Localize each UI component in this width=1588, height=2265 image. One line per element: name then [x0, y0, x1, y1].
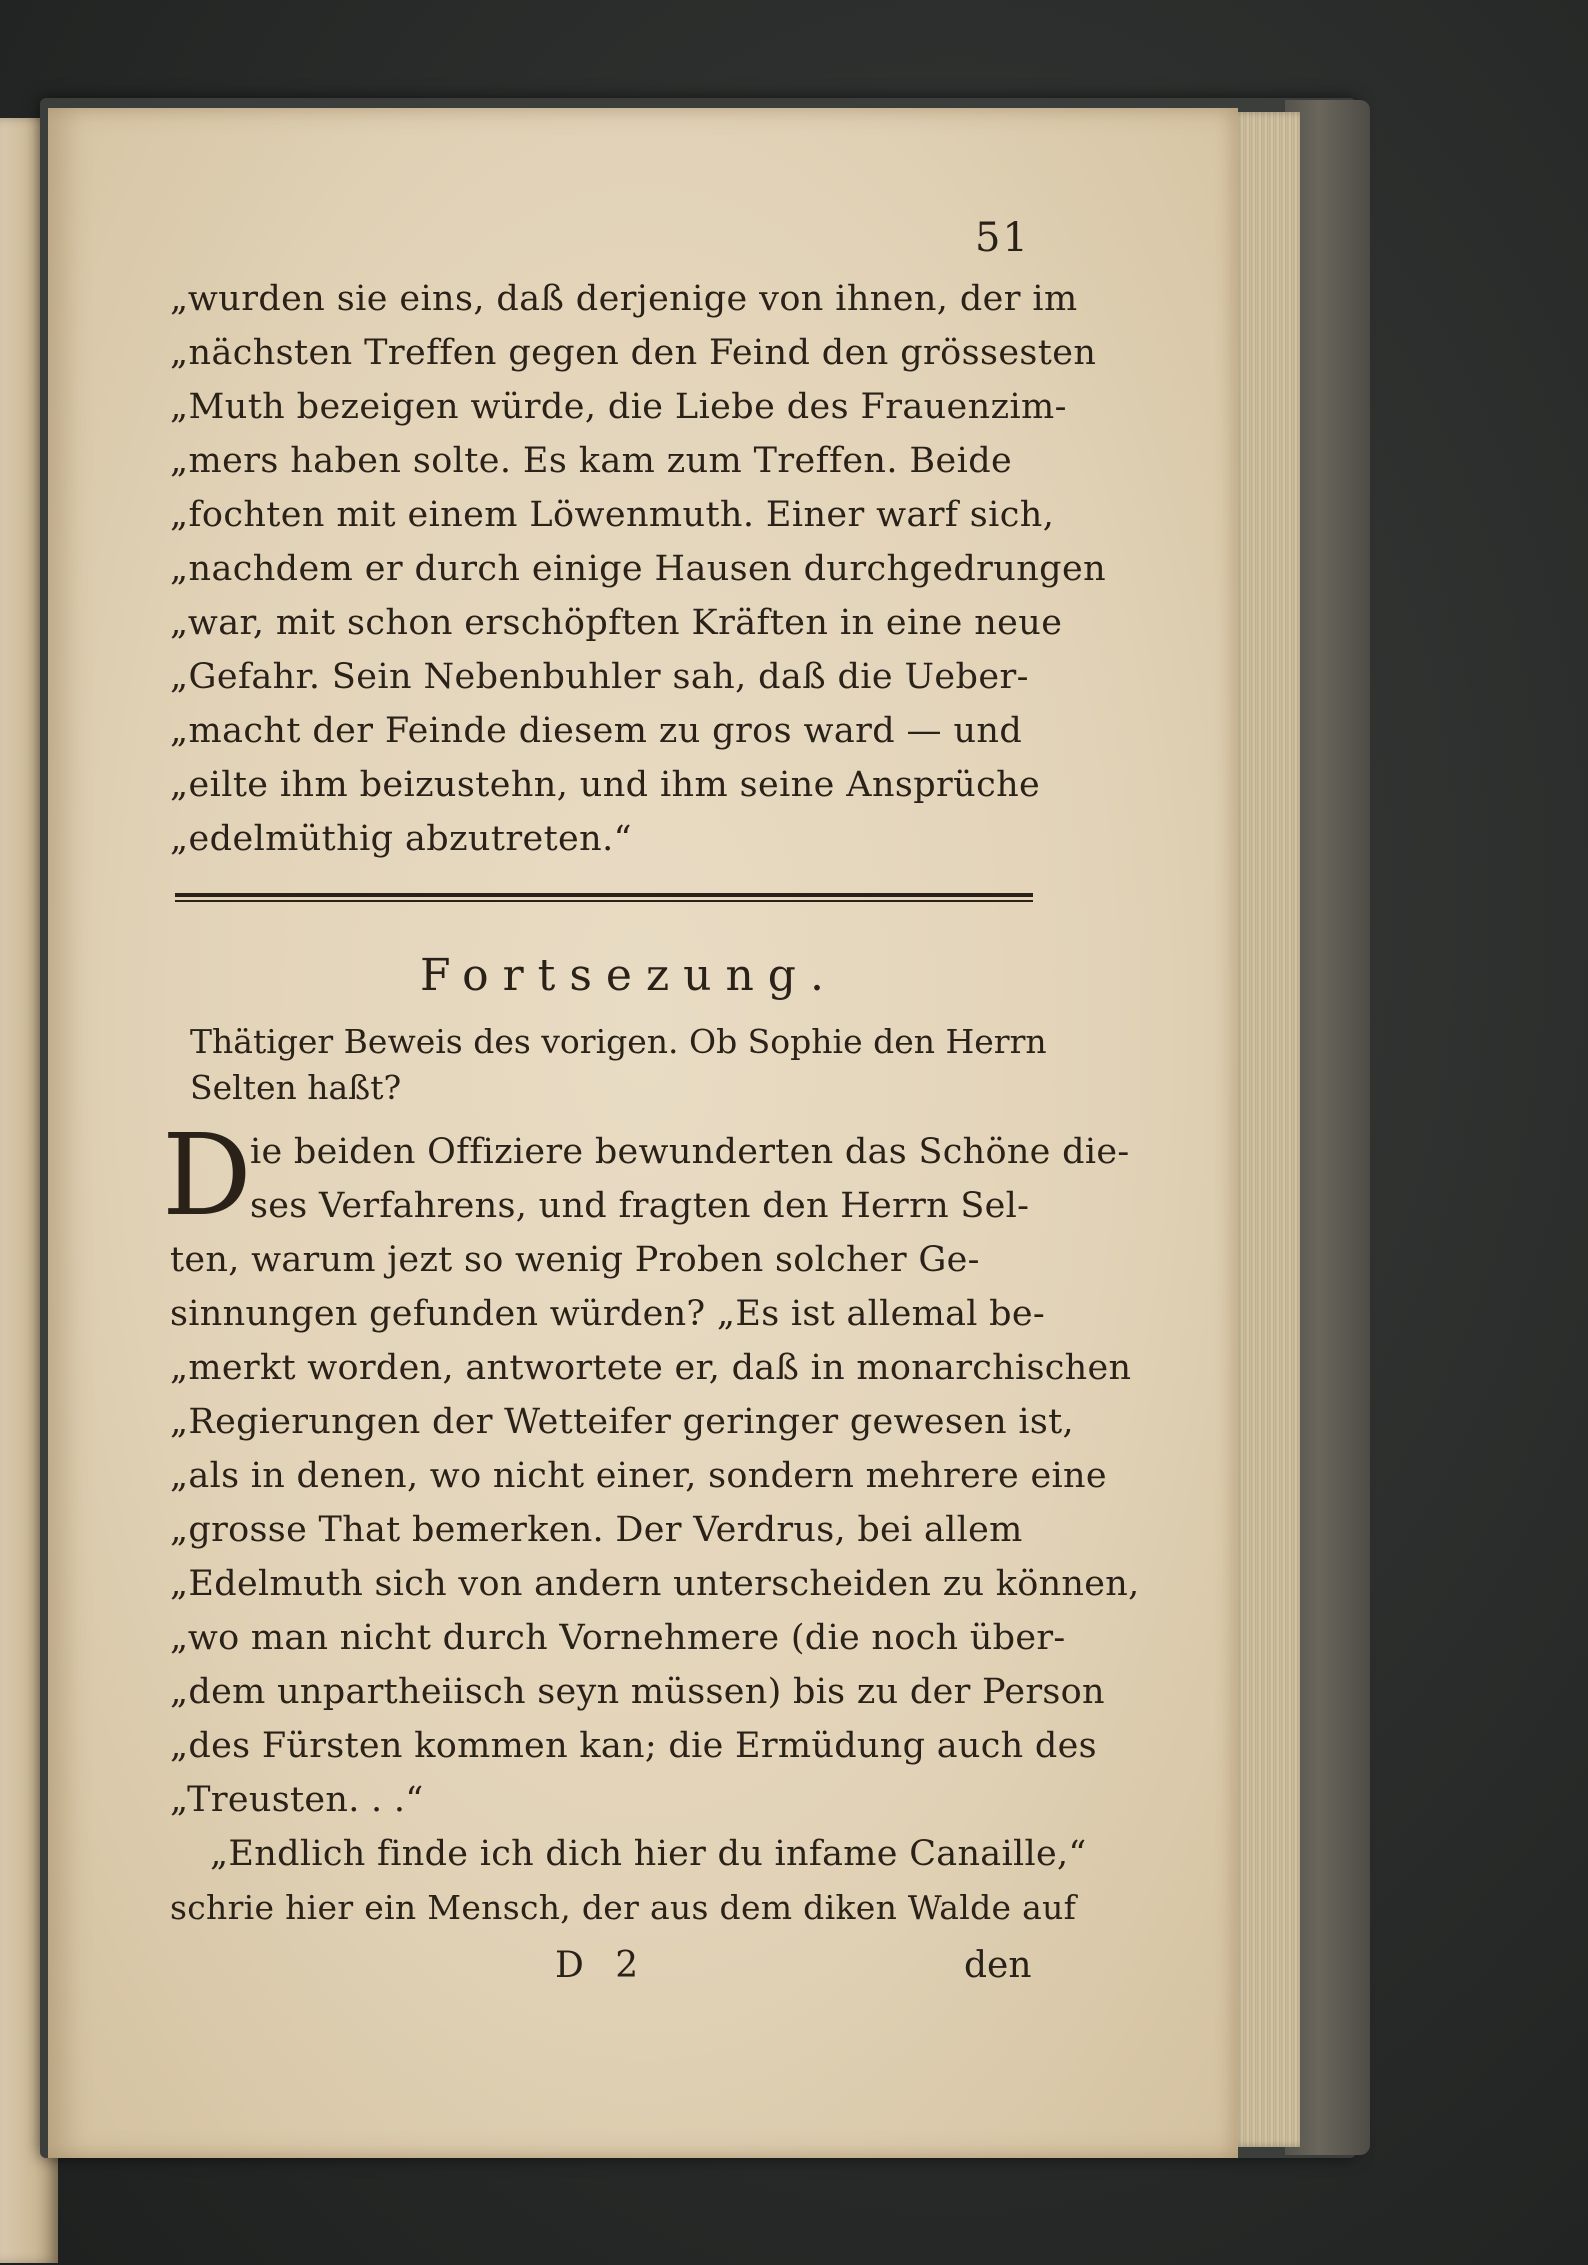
body-line: „Endlich finde ich dich hier du infame Canaille,“: [210, 1834, 1087, 1874]
summary-line: Selten haßt?: [190, 1068, 402, 1107]
body-line: ie beiden Offiziere bewunderten das Schöne die-: [250, 1132, 1130, 1172]
text-line: „wurden sie eins, daß derjenige von ihnen, der im: [170, 279, 1078, 319]
section-divider: [175, 893, 1033, 902]
body-line: ses Verfahrens, und fragten den Herrn Sel-: [250, 1186, 1030, 1226]
text-line: „Gefahr. Sein Nebenbuhler sah, daß die Ueber-: [170, 657, 1029, 697]
text-line: „nachdem er durch einige Hausen durchgedrungen: [170, 549, 1107, 589]
body-line: „des Fürsten kommen kan; die Ermüdung auch des: [170, 1726, 1097, 1766]
drop-cap: D: [162, 1111, 252, 1241]
body-line: sinnungen gefunden würden? „Es ist allemal be-: [170, 1294, 1046, 1334]
section-heading: Fortsezung.: [420, 950, 838, 1001]
body-line: „Edelmuth sich von andern unterscheiden zu können,: [170, 1564, 1140, 1604]
text-line: „Muth bezeigen würde, die Liebe des Frauenzim-: [170, 387, 1067, 427]
text-line: „macht der Feinde diesem zu gros ward — und: [170, 711, 1023, 751]
body-line: „Treusten. . .“: [170, 1780, 424, 1820]
body-line: „merkt worden, antwortete er, daß in monarchischen: [170, 1348, 1132, 1388]
text-line: „edelmüthig abzutreten.“: [170, 819, 632, 859]
page-number: 51: [975, 215, 1030, 261]
body-line: „dem unpartheiisch seyn müssen) bis zu der Person: [170, 1672, 1105, 1712]
text-line: „fochten mit einem Löwenmuth. Einer warf sich,: [170, 495, 1055, 535]
body-line: ten, warum jezt so wenig Proben solcher Ge-: [170, 1240, 980, 1280]
body-line: „wo man nicht durch Vornehmere (die noch über-: [170, 1618, 1066, 1658]
text-line: „eilte ihm beizustehn, und ihm seine Ansprüche: [170, 765, 1041, 805]
text-line: „war, mit schon erschöpften Kräften in eine neue: [170, 603, 1063, 643]
text-line: „nächsten Treffen gegen den Feind den grössesten: [170, 333, 1097, 373]
page-block-edge: [1232, 112, 1300, 2147]
text-line: „mers haben solte. Es kam zum Treffen. Beide: [170, 441, 1013, 481]
summary-line: Thätiger Beweis des vorigen. Ob Sophie den Herrn: [190, 1022, 1047, 1061]
body-line: „als in denen, wo nicht einer, sondern mehrere eine: [170, 1456, 1107, 1496]
body-line: „grosse That bemerken. Der Verdrus, bei allem: [170, 1510, 1023, 1550]
body-line: schrie hier ein Mensch, der aus dem diken Walde auf: [170, 1888, 1077, 1927]
body-line: „Regierungen der Wetteifer geringer gewesen ist,: [170, 1402, 1074, 1442]
catchword: den: [964, 1945, 1032, 1986]
signature-mark: D 2: [555, 1945, 649, 1986]
